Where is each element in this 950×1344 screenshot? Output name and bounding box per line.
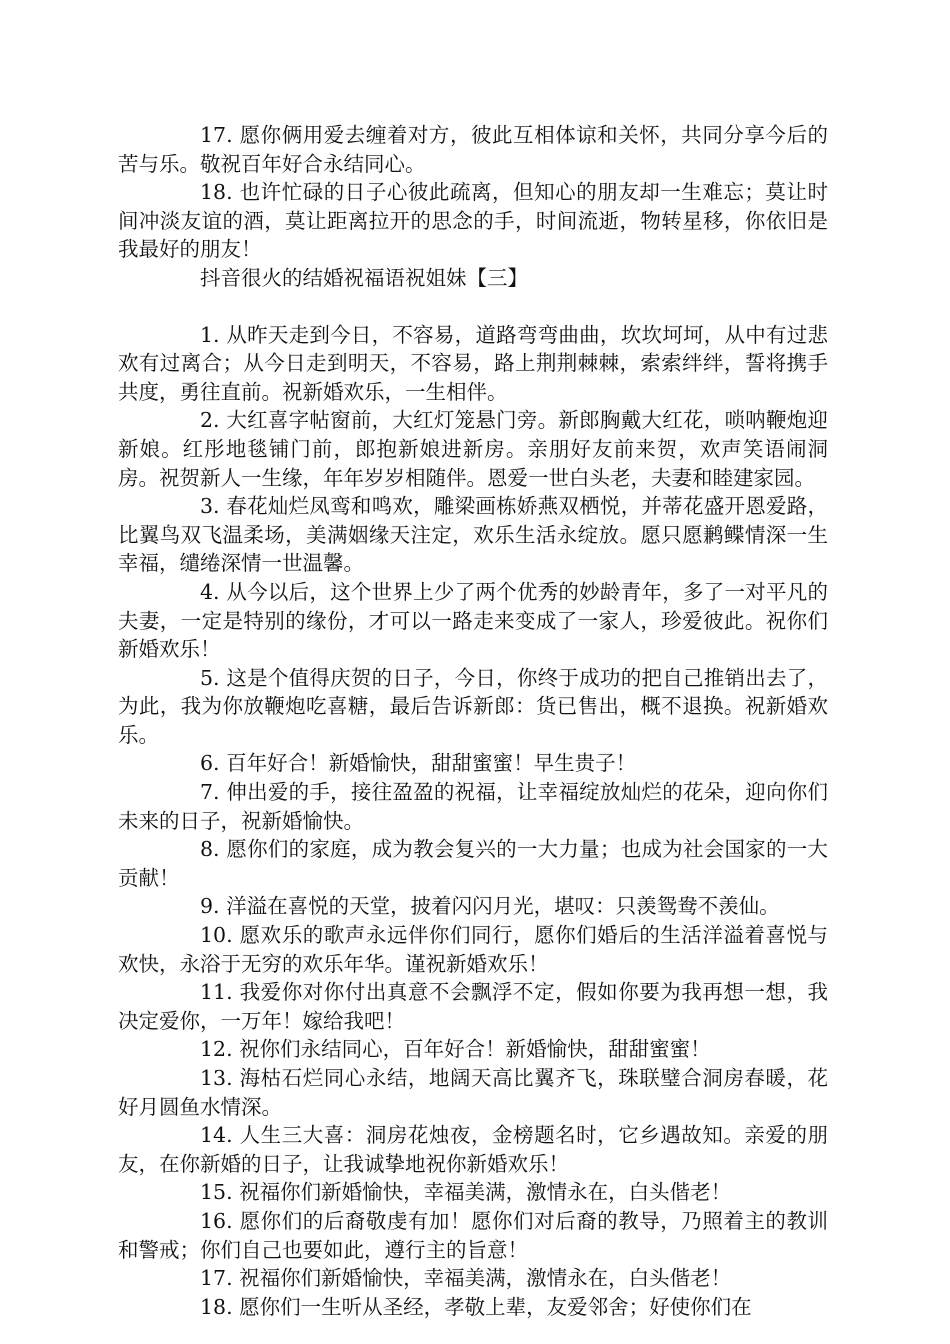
list-item: 11. 我爱你对你付出真意不会飘浮不定，假如你要为我再想一想，我决定爱你，一万年！嫁给我吧！ [118, 980, 828, 1033]
list-item: 14. 人生三大喜：洞房花烛夜，金榜题名时，它乡遇故知。亲爱的朋友，在你新婚的日子，让我诚挚地祝你新婚欢乐！ [118, 1123, 828, 1176]
document-body [118, 121, 828, 1321]
list-item: 16. 愿你们的后裔敬虔有加！愿你们对后裔的教导，乃照着主的教训和警戒；你们自己也要如此，遵行主的旨意！ [118, 1208, 828, 1262]
list-item: 9. 洋溢在喜悦的天堂，披着闪闪月光，堪叹：只羡鸳鸯不羡仙。 [200, 894, 780, 919]
list-item: 1. 从昨天走到今日，不容易，道路弯弯曲曲，坎坎坷坷，从中有过悲欢有过离合；从今日走到明天，不容易，路上荆荆棘棘，索索绊绊，誓将携手共度，勇往直前。祝新婚欢乐，一生相伴。 [118, 322, 828, 404]
section-title: 抖音很火的结婚祝福语祝姐妹【三】 [200, 265, 528, 290]
list-item: 4. 从今以后，这个世界上少了两个优秀的妙龄青年，多了一对平凡的夫妻，一定是特别的缘份，才可以一路走来变成了一家人，珍爱彼此。祝你们新婚欢乐！ [118, 579, 828, 662]
paragraph-18: 18. 也许忙碌的日子心彼此疏离，但知心的朋友却一生难忘；莫让时间冲淡友谊的酒，莫让距离拉开的思念的手，时间流逝，物转星移，你依旧是我最好的朋友！ [118, 180, 828, 262]
list-item: 5. 这是个值得庆贺的日子，今日，你终于成功的把自己推销出去了，为此，我为你放鞭炮吃喜糖，最后告诉新郎：货已售出，概不退换。祝新婚欢乐。 [118, 665, 828, 747]
blank-line [118, 293, 828, 321]
list-item: 8. 愿你们的家庭，成为教会复兴的一大力量；也成为社会国家的一大贡献！ [118, 837, 828, 890]
list-item: 10. 愿欢乐的歌声永远伴你们同行，愿你们婚后的生活洋溢着喜悦与欢快，永浴于无穷的欢乐年华。谨祝新婚欢乐！ [118, 923, 828, 976]
list-item: 12. 祝你们永结同心，百年好合！新婚愉快，甜甜蜜蜜！ [200, 1037, 711, 1062]
list-item: 18. 愿你们一生听从圣经，孝敬上辈，友爱邻舍；好使你们在 [200, 1294, 752, 1319]
list-item: 17. 祝福你们新婚愉快，幸福美满，激情永在，白头偕老！ [200, 1266, 732, 1291]
paragraph-17: 17. 愿你俩用爱去缠着对方，彼此互相体谅和关怀，共同分享今后的苦与乐。敬祝百年好合永结同心。 [118, 123, 828, 176]
list-item: 13. 海枯石烂同心永结，地阔天高比翼齐飞，珠联璧合洞房春暖，花好月圆鱼水情深。 [118, 1066, 828, 1119]
list-item: 2. 大红喜字帖窗前，大红灯笼悬门旁。新郎胸戴大红花，唢呐鞭炮迎新娘。红彤地毯铺门前，郎抱新娘进新房。亲朋好友前来贺，欢声笑语闹洞房。祝贺新人一生缘，年年岁岁相随伴。恩爱一世白头老，夫妻和睦建家园。 [118, 408, 828, 490]
list-item: 3. 春花灿烂凤鸾和鸣欢，雕梁画栋娇燕双栖悦，并蒂花盛开恩爱路，比翼鸟双飞温柔场，美满姻缘天注定，欢乐生活永绽放。愿只愿鹣鲽情深一生幸福，缱绻深情一世温馨。 [118, 494, 828, 576]
list-item: 15. 祝福你们新婚愉快，幸福美满，激情永在，白头偕老！ [200, 1180, 732, 1205]
list-item: 7. 伸出爱的手，接往盈盈的祝福，让幸福绽放灿烂的花朵，迎向你们未来的日子，祝新婚愉快。 [118, 780, 828, 833]
list-item: 6. 百年好合！新婚愉快，甜甜蜜蜜！早生贵子！ [200, 751, 637, 776]
